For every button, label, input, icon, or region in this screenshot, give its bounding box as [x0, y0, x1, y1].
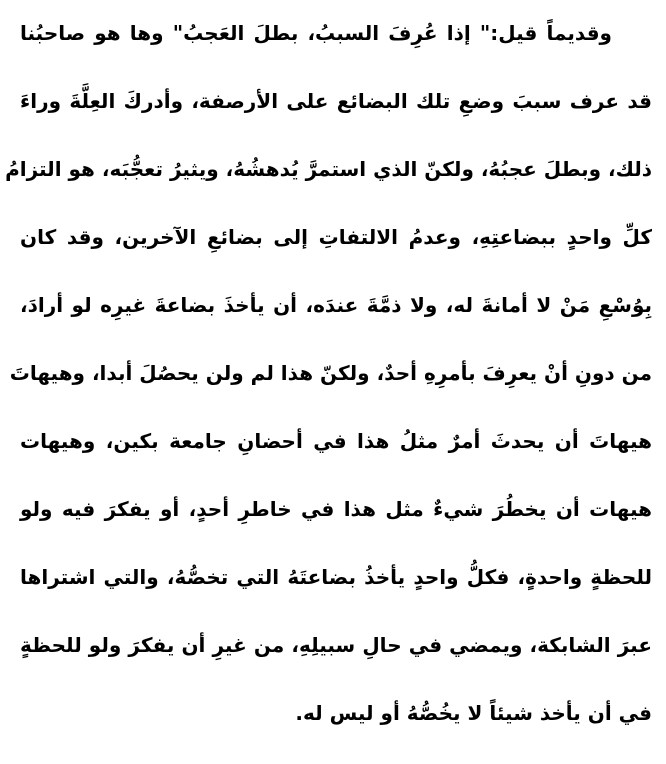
text-line: كلِّ واحدٍ ببضاعتِهِ، وعدمُ الالتفاتِ إلى بضائعِ الآخرين، وقد كان	[20, 225, 652, 249]
text-line: هيهات أن يخطُرَ شيءٌ مثل هذا في خاطرِ أحدٍ، أو يفكرَ فيه ولو	[20, 497, 652, 521]
text-line: بِوُسْعِ مَنْ لا أمانةَ له، ولا ذمَّةَ عندَه، أن يأخذَ بضاعةَ غيرِه لو أرادَ،	[20, 293, 652, 317]
text-line: للحظةٍ واحدةٍ، فكلُّ واحدٍ يأخذُ بضاعتَهُ التي تخصُّهُ، والتي اشتراها	[20, 565, 652, 589]
text-line: قد عرف سببَ وضعِ تلك البضائع على الأرصفة، وأدركَ العِلَّةَ وراءَ	[20, 89, 652, 113]
text-line: من دونِ أنْ يعرِفَ بأمرِهِ أحدٌ، ولكنّ هذا لم ولن يحصُلَ أبدا، وهيهاتَ	[9, 361, 652, 385]
text-line: في أن يأخذ شيئاً لا يخُصُّهُ أو ليس له.	[295, 701, 652, 725]
text-line: عبرَ الشابكة، ويمضي في حالِ سبيلِهِ، من غيرِ أن يفكرَ ولو للحظةٍ	[20, 633, 652, 657]
text-line: هيهاتَ أن يحدثَ أمرٌ مثلُ هذا في أحضانِ جامعة بكين، وهيهات	[20, 429, 652, 453]
text-line: وقديماً قيل:" إذا عُرِفَ السببُ، بطلَ العَجبُ" وها هو صاحبُنا	[20, 21, 612, 45]
paragraph	[5, 12, 652, 760]
text-line: ذلك، وبطلَ عجبُهُ، ولكنّ الذي استمرَّ يُدهشُهُ، ويثيرُ تعجُّبَه، هو التزامُ	[5, 157, 652, 181]
